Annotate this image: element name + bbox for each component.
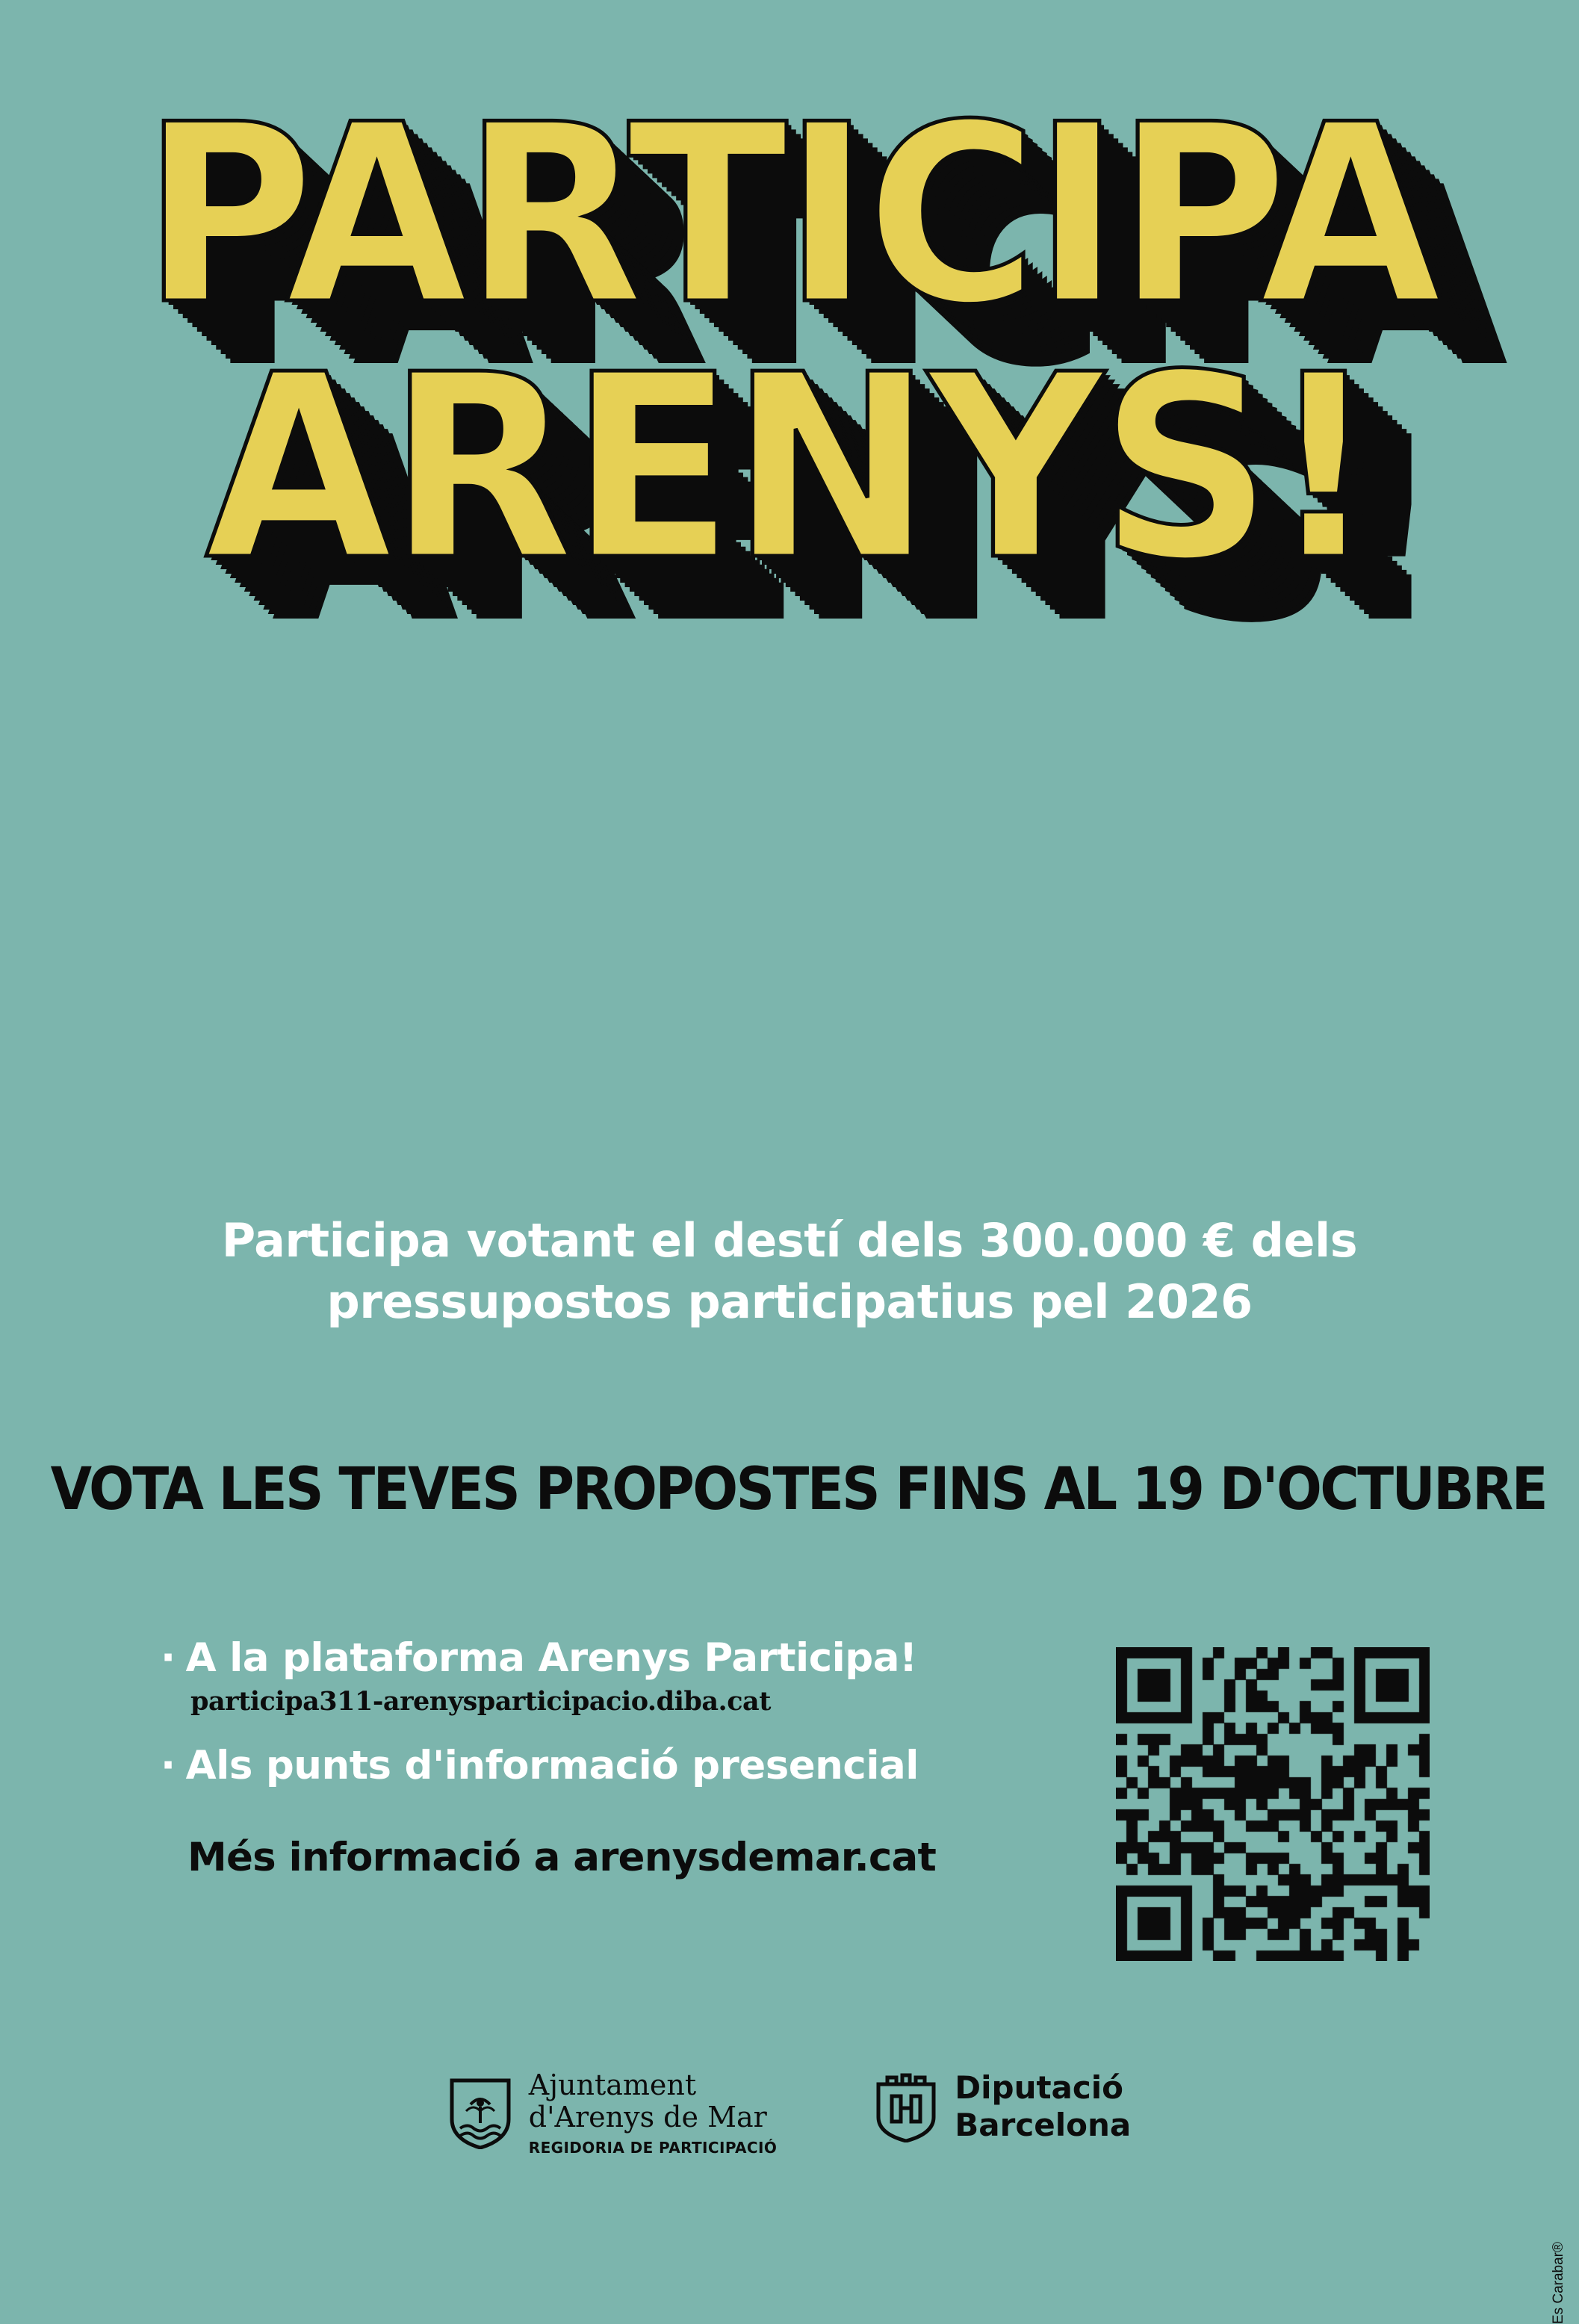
voting-deadline-banner: VOTA LES TEVES PROPOSTES FINS AL 19 D'OCTUBRE [50,1456,1547,1523]
logo-diputacio-barcelona [874,2069,1131,2143]
channel-inperson-label: Als punts d'informació presencial [185,1743,919,1789]
platform-url[interactable]: participa311-arenysparticipacio.diba.cat [190,1686,771,1717]
qr-code-canvas[interactable] [1116,1647,1430,1961]
logo-diputacio-line1: Diputació [955,2069,1124,2106]
footer-logos [0,2069,1579,2157]
logo-diputacio-text [955,2069,1131,2143]
headline-line-2: ARENYS! [205,320,1374,617]
channel-online [161,1636,1042,1680]
qr-code[interactable] [1116,1647,1430,1961]
more-info-line[interactable]: Més informació a arenysdemar.cat [187,1834,937,1880]
headline-line-1: PARTICIPA [142,72,1437,359]
bullet-marker-icon: · [161,1635,176,1681]
channel-online-label: A la plataforma Arenys Participa! [185,1635,917,1681]
channel-inperson [161,1744,1042,1788]
logo-ajuntament-text [529,2069,777,2157]
participation-channels [161,1636,1042,1880]
logo-ajuntament-department: REGIDORIA DE PARTICIPACIÓ [528,2139,778,2157]
diputacio-barcelona-crest-icon [874,2071,938,2142]
bullet-marker-icon-2: · [161,1743,176,1789]
poster-headline [0,72,1579,617]
logo-ajuntament-line1: Ajuntament [528,2069,697,2101]
designer-credit: Es Carabar® [1551,2242,1566,2324]
logo-ajuntament-arenys-de-mar [448,2069,777,2157]
logo-diputacio-line2: Barcelona [955,2106,1132,2143]
logo-ajuntament-line2: d'Arenys de Mar [528,2100,767,2134]
arenys-de-mar-coat-of-arms-icon [448,2077,512,2149]
poster-subtitle: Participa votant el destí dels 300.000 € dels pressupostos participatius pel 2026 [221,1213,1358,1329]
